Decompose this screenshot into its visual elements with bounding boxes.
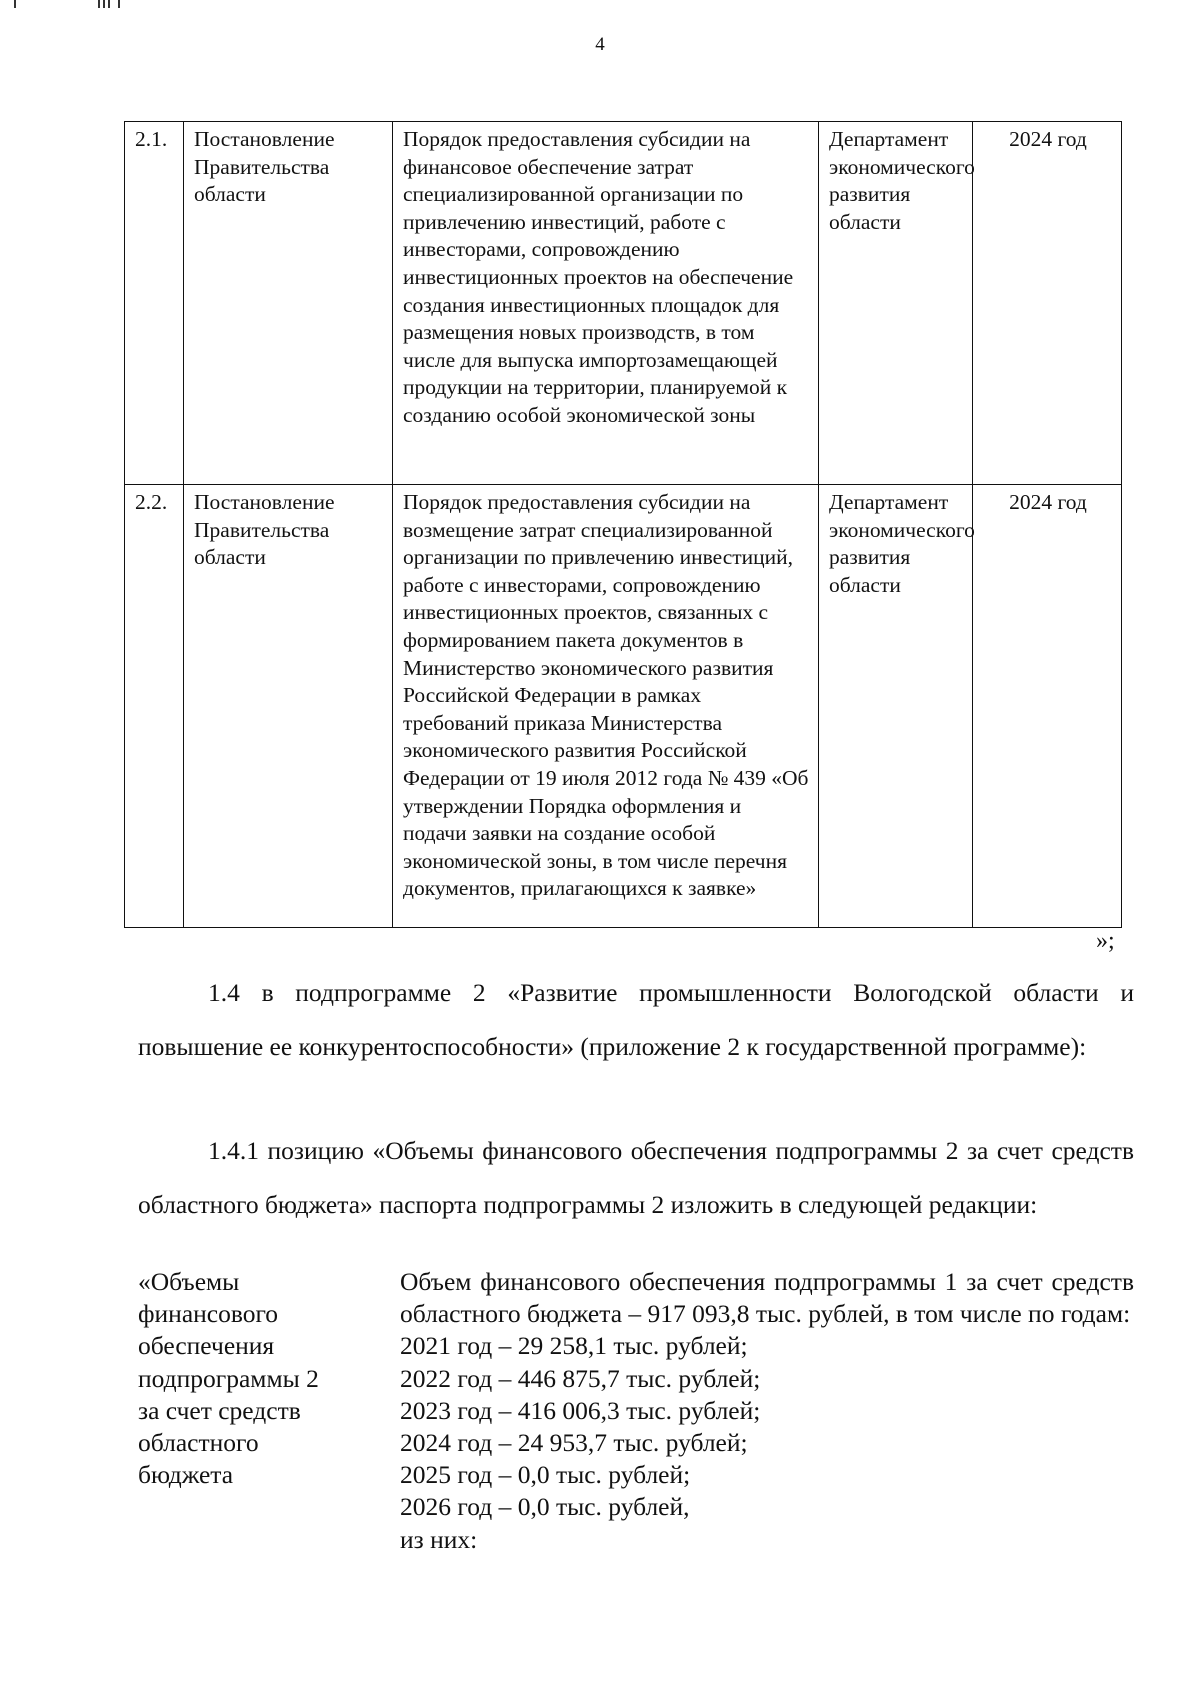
funding-year: 2024 год – 24 953,7 тыс. рублей; <box>400 1428 748 1458</box>
deadline-year: 2024 год <box>973 122 1122 485</box>
funding-year: 2021 год – 29 258,1 тыс. рублей; <box>400 1331 748 1361</box>
funding-year: 2023 год – 416 006,3 тыс. рублей; <box>400 1395 761 1425</box>
row-number: 2.2. <box>125 485 184 928</box>
table-row <box>125 485 1122 928</box>
passport-label: «Объемы финансового обеспечения подпрограммы 2 за счет средств областного бюджета <box>138 1267 319 1490</box>
table-closing-quote: »; <box>1096 928 1115 954</box>
paragraph-position-replace: 1.4.1 позицию «Объемы финансового обеспечения подпрограммы 2 за счет средств областного бюджета» паспорта подпрограммы 2 изложить в следующей редакции: <box>138 1136 1134 1219</box>
document-type: Постановление Правительства области <box>184 485 393 928</box>
funding-total: Объем финансового обеспечения подпрограммы 1 за счет средств областного бюджета – 917 093,8 тыс. рублей, в том числе по годам: <box>400 1267 1134 1329</box>
scan-artifact <box>0 0 160 10</box>
table-row <box>125 122 1122 485</box>
funding-year: 2025 год – 0,0 тыс. рублей; <box>400 1460 691 1490</box>
funding-year: 2026 год – 0,0 тыс. рублей, <box>400 1492 690 1522</box>
measures-table <box>124 121 1122 928</box>
funding-tail: из них: <box>400 1524 478 1554</box>
executor: Департамент экономического развития области <box>819 485 973 928</box>
funding-year: 2022 год – 446 875,7 тыс. рублей; <box>400 1363 761 1393</box>
passport-value <box>400 1266 1134 1556</box>
row-number: 2.1. <box>125 122 184 485</box>
paragraph-subprogram-2: 1.4 в подпрограмме 2 «Развитие промышленности Вологодской области и повышение ее конкурентоспособности» (приложение 2 к государственной программе): <box>138 978 1134 1061</box>
document-name: Порядок предоставления субсидии на финансовое обеспечение затрат специализированной организации по привлечению инвестиций, работе с инвесторами, сопровождению инвестиционных проектов на обеспечение создания инвестиционных площадок для размещения новых производств, в том числе для выпуска импортозамещающей продукции на территории, планируемой к созданию особой экономической зоны <box>393 122 819 485</box>
deadline-year: 2024 год <box>973 485 1122 928</box>
executor: Департамент экономического развития области <box>819 122 973 485</box>
document-name: Порядок предоставления субсидии на возмещение затрат специализированной организации по привлечению инвестиций, работе с инвесторами, сопровождению инвестиционных проектов, связанных с формированием пакета документов в Министерство экономического развития Российской Федерации в рамках требований приказа Министерства экономического развития Российской Федерации от 19 июля 2012 года № 439 «Об утверждении Порядка оформления и подачи заявки на создание особой экономической зоны, в том числе перечня документов, прилагающихся к заявке» <box>393 485 819 928</box>
page-number: 4 <box>595 34 605 55</box>
document-type: Постановление Правительства области <box>184 122 393 485</box>
